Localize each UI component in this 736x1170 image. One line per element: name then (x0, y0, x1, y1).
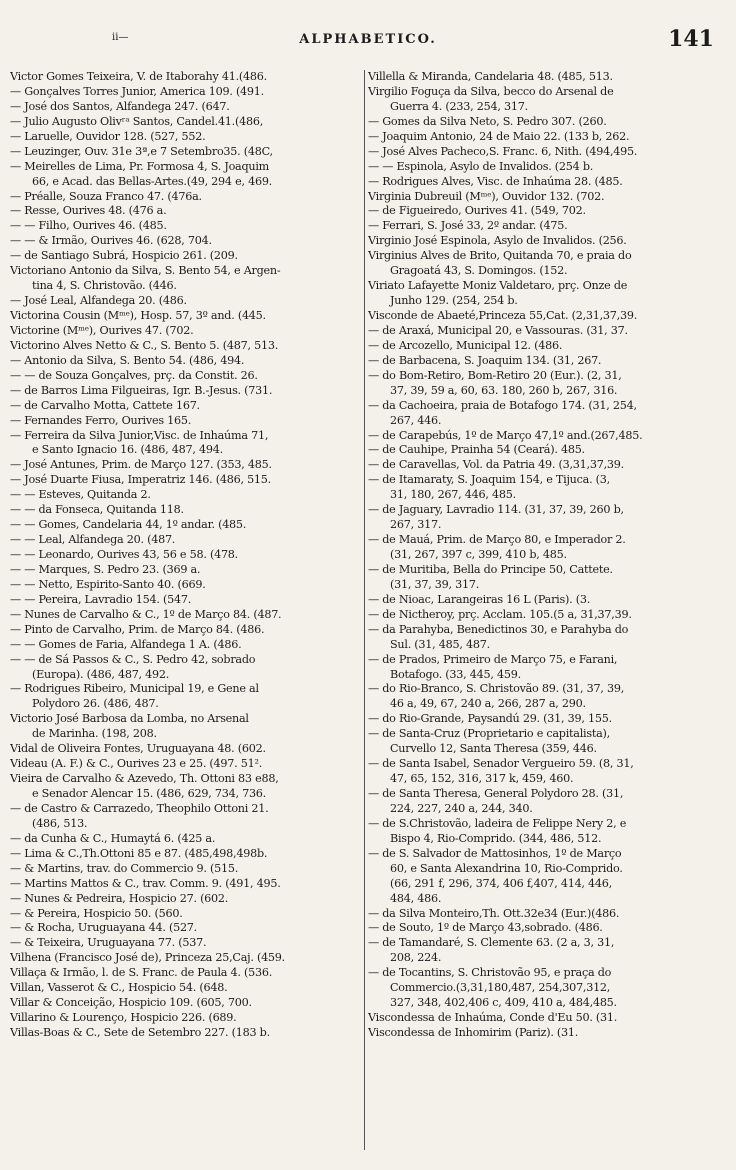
directory-entry-line: — Gomes da Silva Neto, S. Pedro 307. (260. (368, 114, 607, 128)
directory-entry-line: — de Cauhipe, Prainha 54 (Ceará). 485. (368, 443, 585, 457)
directory-entry-line: — de Carapebús, 1º de Março 47,1º and.(267,485. (368, 428, 643, 442)
directory-entry-line: Villan, Vasserot & C., Hospicio 54. (648. (10, 981, 228, 995)
directory-entry-line: Victoriano Antonio da Silva, S. Bento 54, e Argen- (10, 264, 281, 278)
directory-entry-line: — Nunes de Carvalho & C., 1º de Março 84. (487. (10, 607, 282, 621)
directory-entry-line: Visconde de Abaeté,Princeza 55,Cat. (2,31,37,39. (368, 309, 637, 322)
directory-entry-line: Vidal de Oliveira Fontes, Uruguayana 48. (602. (10, 742, 266, 756)
directory-entry-line: — — Netto, Espirito-Santo 40. (669. (10, 577, 206, 591)
directory-entry-line: — Meirelles de Lima, Pr. Formosa 4, S. Joaquim (10, 159, 270, 173)
directory-entry-line: Virgilio Foguça da Silva, becco do Arsenal de (368, 84, 614, 98)
directory-entry-line: — Antonio da Silva, S. Bento 54. (486, 494. (10, 353, 245, 367)
directory-entry-line: — de Prados, Primeiro de Março 75, e Farani, (368, 652, 618, 666)
directory-entry-line: — — Marques, S. Pedro 23. (369 a. (10, 562, 201, 576)
directory-entry-line: — de Santa Theresa, General Polydoro 28. (31, (368, 787, 624, 800)
directory-entry-line: Bispo 4, Rio-Comprido. (344, 486, 512. (390, 831, 602, 845)
directory-entry-line: (31, 37, 39, 317. (390, 577, 480, 591)
directory-entry-line: — — Leal, Alfandega 20. (487. (10, 533, 176, 547)
directory-entry-line: Gragoatá 43, S. Domingos. (152. (390, 264, 568, 278)
directory-entry-line: — da Parahyba, Benedictinos 30, e Parahyba do (368, 622, 629, 636)
directory-entry-line: Victor Gomes Teixeira, V. de Itaborahy 41.(486. (10, 70, 267, 83)
directory-entry-line: — do Bom-Retiro, Bom-Retiro 20 (Eur.). (2, 31, (368, 368, 622, 382)
directory-entry-line: — Lima & C.,Th.Ottoni 85 e 87. (485,498,498b. (10, 846, 268, 860)
directory-entry-line: — de Jaguary, Lavradio 114. (31, 37, 39, 260 b, (368, 503, 624, 517)
directory-entry-line: Villella & Miranda, Candelaria 48. (485, 513. (368, 70, 613, 83)
directory-entry-line: — de Itamaraty, S. Joaquim 154, e Tijuca. (3, (368, 473, 610, 487)
directory-entry-line: — de Figueiredo, Ourives 41. (549, 702. (368, 204, 586, 218)
directory-entry-line: Curvello 12, Santa Theresa (359, 446. (390, 742, 597, 756)
directory-entry-line: — — Pereira, Lavradio 154. (547. (10, 592, 192, 606)
directory-entry-line: Commercio.(3,31,180,487, 254,307,312, (390, 981, 611, 995)
directory-entry-line: — & Teixeira, Uruguayana 77. (537. (10, 936, 207, 950)
directory-entry-line: — da Silva Monteiro,Th. Ott.32e34 (Eur.)(486. (368, 906, 620, 920)
directory-entry-line: Viriato Lafayette Moniz Valdetaro, prç. Onze de (368, 279, 628, 293)
directory-entry-line: — — Gomes, Candelaria 44, 1º andar. (485. (10, 518, 247, 532)
directory-entry-line: 66, e Acad. das Bellas-Artes.(49, 294 e, 469. (32, 174, 272, 188)
right-column (368, 70, 728, 1160)
directory-entry-line: — Rodrigues Alves, Visc. de Inhaúma 28. (485. (368, 174, 623, 188)
directory-entry-line: (31, 267, 397 c, 399, 410 b, 485. (390, 548, 567, 561)
directory-entry-line: 60, e Santa Alexandrina 10, Rio-Comprido. (390, 861, 623, 875)
directory-entry-line: — de Barbacena, S. Joaquim 134. (31, 267. (368, 353, 602, 367)
left-column (10, 70, 362, 1160)
directory-entry-line: — Nunes & Pedreira, Hospicio 27. (602. (10, 891, 229, 905)
directory-entry-line: Virginio José Espinola, Asylo de Invalidos. (256. (368, 234, 627, 248)
directory-entry-line: 37, 39, 59 a, 60, 63. 180, 260 b, 267, 316. (390, 383, 618, 397)
directory-entry-line: — Fernandes Ferro, Ourives 165. (10, 413, 192, 427)
directory-entry-line: 47, 65, 152, 316, 317 k, 459, 460. (390, 772, 574, 786)
directory-entry-line: tina 4, S. Christovão. (446. (32, 279, 177, 293)
directory-entry-line: — de Santa Isabel, Senador Vergueiro 59. (8, 31, (368, 757, 634, 771)
directory-entry-line: — Laruelle, Ouvidor 128. (527, 552. (10, 129, 206, 143)
directory-entry-line: 208, 224. (390, 951, 442, 965)
directory-entry-line: (486, 513. (32, 816, 88, 830)
directory-entry-line: Villar & Conceição, Hospicio 109. (605, 700. (10, 996, 252, 1010)
directory-entry-line: — do Rio-Grande, Paysandú 29. (31, 39, 155. (368, 712, 612, 726)
directory-entry-line: Victorio José Barbosa da Lomba, no Arsenal (10, 712, 249, 726)
page-number: 141 (668, 26, 714, 52)
directory-entry-line: — de Barros Lima Filgueiras, Igr. B.-Jesus. (731. (10, 383, 273, 397)
directory-entry-line: Vieira de Carvalho & Azevedo, Th. Ottoni 83 e88, (10, 772, 279, 786)
directory-entry-line: — de Castro & Carrazedo, Theophilo Ottoni 21. (10, 801, 269, 815)
directory-entry-line: Virginius Alves de Brito, Quitanda 70, e praia do (368, 249, 632, 263)
directory-entry-line: Viscondessa de Inhomirim (Pariz). (31. (368, 1026, 579, 1039)
directory-entry-line: 267, 446. (390, 413, 442, 427)
directory-entry-line: Guerra 4. (233, 254, 317. (390, 99, 528, 113)
directory-entry-line: 327, 348, 402,406 c, 409, 410 a, 484,485. (390, 996, 617, 1010)
directory-entry-line: — José Alves Pacheco,S. Franc. 6, Nith. (494,495. (368, 144, 638, 158)
directory-entry-line: — de Nioac, Larangeiras 16 L (Paris). (3. (368, 592, 590, 606)
directory-entry-line: — — Leonardo, Ourives 43, 56 e 58. (478. (10, 548, 238, 561)
directory-entry-line: — — de Sá Passos & C., S. Pedro 42, sobrado (10, 652, 256, 666)
directory-entry-line: — da Cachoeira, praia de Botafogo 174. (31, 254, (368, 398, 637, 412)
directory-entry-line: — — & Irmão, Ourives 46. (628, 704. (10, 234, 212, 248)
directory-entry-line: — — Gomes de Faria, Alfandega 1 A. (486. (10, 637, 242, 651)
directory-entry-line: — & Martins, trav. do Commercio 9. (515. (10, 861, 239, 875)
directory-entry-line: — — Esteves, Quitanda 2. (10, 488, 151, 502)
directory-entry-line: Vilhena (Francisco José de), Princeza 25,Caj. (459. (10, 951, 285, 965)
header-mark: ii— (112, 32, 129, 43)
directory-entry-line: 484, 486. (390, 891, 442, 905)
directory-entry-line: — José dos Santos, Alfandega 247. (647. (10, 99, 230, 113)
directory-entry-line: — Préalle, Souza Franco 47. (476a. (10, 189, 202, 203)
directory-entry-line: 267, 317. (390, 518, 442, 532)
directory-entry-line: — — Filho, Ourives 46. (485. (10, 219, 167, 233)
directory-entry-line: — de Souto, 1º de Março 43,sobrado. (486. (368, 921, 603, 935)
directory-entry-line: Videau (A. F.) & C., Ourives 23 e 25. (497. 51². (10, 757, 263, 771)
directory-entry-line: — Joaquim Antonio, 24 de Maio 22. (133 b, 262. (368, 129, 630, 143)
directory-entry-line: — do Rio-Branco, S. Christovão 89. (31, 37, 39, (368, 682, 625, 696)
directory-entry-line: — de Santa-Cruz (Proprietario e capitalista), (368, 727, 610, 741)
running-title: ALPHABETICO. (299, 32, 437, 47)
directory-entry-line: e Senador Alencar 15. (486, 629, 734, 736. (32, 787, 266, 800)
directory-entry-line: — de Arcozello, Municipal 12. (486. (368, 338, 563, 352)
directory-entry-line: (Europa). (486, 487, 492. (32, 667, 170, 681)
directory-entry-line: — & Rocha, Uruguayana 44. (527. (10, 921, 197, 935)
directory-entry-line: — Leuzinger, Ouv. 31e 3ª,e 7 Setembro35. (48C, (10, 144, 273, 158)
directory-entry-line: Botafogo. (33, 445, 459. (390, 667, 521, 681)
directory-entry-line: — Resse, Ourives 48. (476 a. (10, 204, 167, 218)
directory-entry-line: — Ferreira da Silva Junior,Visc. de Inhaúma 71, (10, 428, 269, 442)
directory-entry-line: Victorina Cousin (Mᵐᵉ), Hosp. 57, 3º and. (445. (10, 309, 266, 322)
directory-entry-line: — de Santiago Subrá, Hospicio 261. (209. (10, 249, 238, 263)
directory-entry-line: Villarino & Lourenço, Hospicio 226. (689. (10, 1011, 237, 1025)
directory-entry-line: — de Nictheroy, prç. Acclam. 105.(5 a, 31,37,39. (368, 607, 632, 621)
directory-entry-line: — de Carvalho Motta, Cattete 167. (10, 398, 200, 412)
directory-entry-line: — de S.Christovão, ladeira de Felippe Nery 2, e (368, 816, 627, 830)
directory-entry-line: — de Mauá, Prim. de Março 80, e Imperador 2. (368, 533, 626, 547)
directory-entry-line: de Marinha. (198, 208. (32, 727, 157, 741)
directory-entry-line: — Gonçalves Torres Junior, America 109. (491. (10, 84, 264, 98)
directory-entry-line: — Rodrigues Ribeiro, Municipal 19, e Gene al (10, 682, 259, 696)
directory-entry-line: (66, 291 f, 296, 374, 406 f,407, 414, 446, (390, 876, 612, 890)
directory-entry-line: — de Tamandaré, S. Clemente 63. (2 a, 3, 31, (368, 936, 615, 950)
directory-entry-line: Sul. (31, 485, 487. (390, 637, 490, 651)
directory-entry-line: Virginia Dubreuil (Mᵐᵉ), Ouvidor 132. (702. (368, 189, 605, 203)
directory-entry-line: — Martins Mattos & C., trav. Comm. 9. (491, 495. (10, 876, 281, 890)
directory-entry-line: 31, 180, 267, 446, 485. (390, 488, 516, 502)
directory-entry-line: Victorine (Mᵐᵉ), Ourives 47. (702. (10, 323, 194, 337)
directory-entry-line: — José Antunes, Prim. de Março 127. (353, 485. (10, 458, 272, 472)
directory-entry-line: — de Caravellas, Vol. da Patria 49. (3,31,37,39. (368, 458, 624, 472)
directory-entry-line: Villas-Boas & C., Sete de Setembro 227. (183 b. (10, 1026, 270, 1039)
directory-entry-line: — — de Souza Gonçalves, prç. da Constit. 26. (10, 368, 258, 382)
directory-entry-line: — José Leal, Alfandega 20. (486. (10, 294, 187, 308)
directory-entry-line: Junho 129. (254, 254 b. (390, 294, 518, 308)
directory-entry-line: — — Espinola, Asylo de Invalidos. (254 b. (368, 159, 594, 173)
directory-entry-line: Villaça & Irmão, l. de S. Franc. de Paula 4. (536. (10, 966, 273, 980)
directory-entry-line: Polydoro 26. (486, 487. (32, 697, 159, 711)
directory-entry-line: — Julio Augusto Olivʳᵃ Santos, Candel.41.(486, (10, 114, 264, 128)
directory-entry-line: — de S. Salvador de Mattosinhos, 1º de Março (368, 846, 622, 860)
page-header (0, 26, 736, 62)
column-divider (364, 70, 365, 1150)
directory-entry-line: e Santo Ignacio 16. (486, 487, 494. (32, 443, 223, 457)
directory-entry-line: — da Cunha & C., Humaytá 6. (425 a. (10, 831, 216, 845)
directory-entry-line: — & Pereira, Hospicio 50. (560. (10, 906, 183, 920)
directory-entry-line: — de Araxá, Municipal 20, e Vassouras. (31, 37. (368, 323, 628, 337)
directory-entry-line: Viscondessa de Inhaúma, Conde d'Eu 50. (31. (368, 1011, 618, 1025)
directory-entry-line: — de Tocantins, S. Christovão 95, e praça do (368, 966, 612, 980)
directory-entry-line: 46 a, 49, 67, 240 a, 266, 287 a, 290. (390, 697, 586, 711)
directory-entry-line: — de Muritiba, Bella do Principe 50, Cattete. (368, 562, 613, 576)
directory-entry-line: — — da Fonseca, Quitanda 118. (10, 503, 184, 517)
directory-entry-line: Victorino Alves Netto & C., S. Bento 5. (487, 513. (10, 338, 278, 352)
directory-entry-line: — Ferrari, S. José 33, 2º andar. (475. (368, 219, 568, 233)
directory-entry-line: 224, 227, 240 a, 244, 340. (390, 801, 533, 815)
directory-entry-line: — Pinto de Carvalho, Prim. de Março 84. (486. (10, 622, 265, 636)
directory-entry-line: — José Duarte Fiusa, Imperatriz 146. (486, 515. (10, 473, 271, 487)
